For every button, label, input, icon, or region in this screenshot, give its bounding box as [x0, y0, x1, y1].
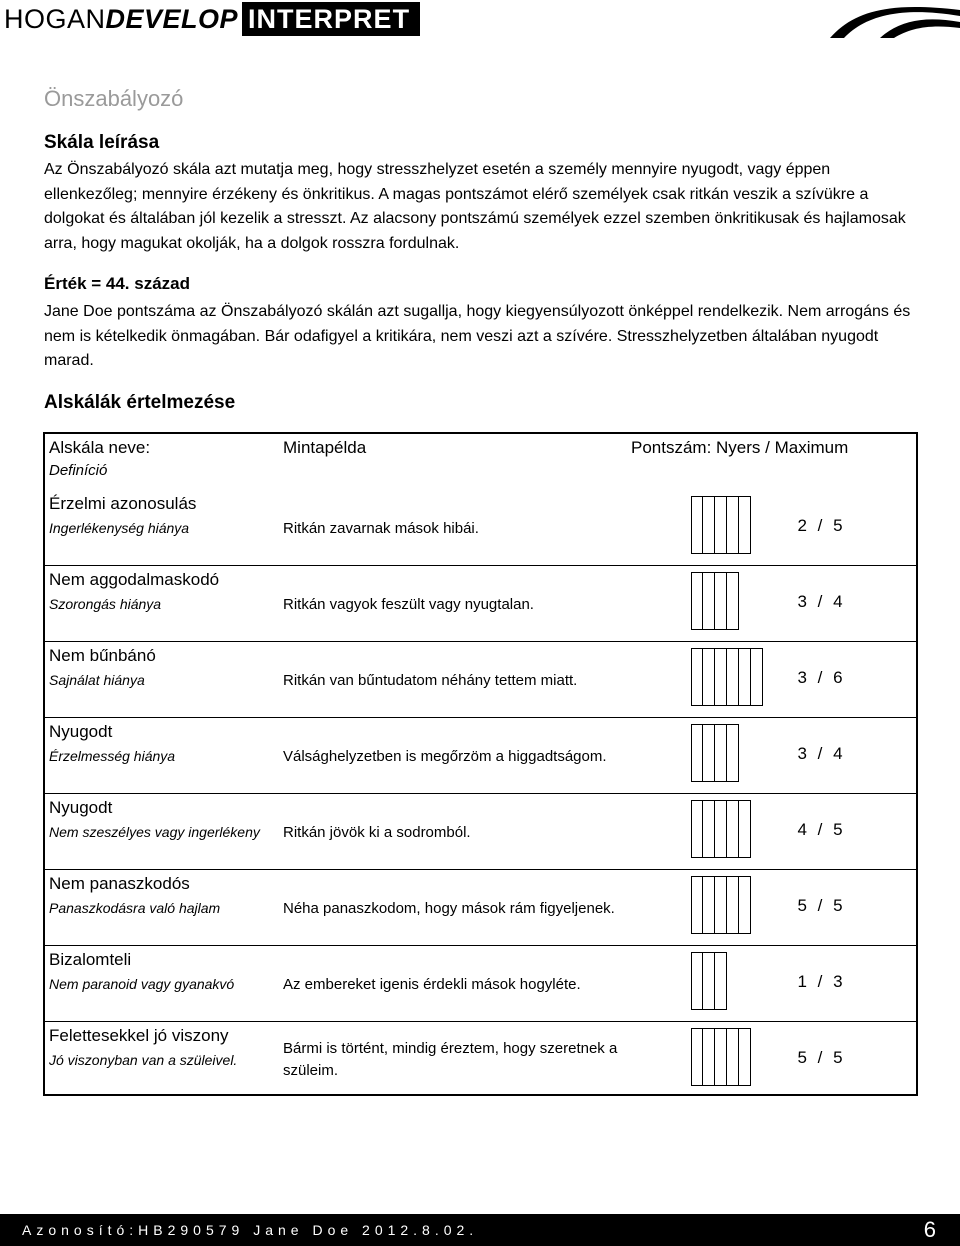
subscale-score: 3 / 4: [797, 592, 843, 611]
gauge-segment: [715, 648, 727, 706]
subscale-example: Ritkán vagyok feszült vagy nyugtalan.: [283, 596, 534, 613]
gauge-segment: [715, 800, 727, 858]
gauge-segments: [691, 572, 739, 630]
subscale-score: 2 / 5: [797, 516, 843, 535]
gauge-segment: [691, 952, 703, 1010]
gauge-segments: [691, 1028, 751, 1086]
gauge-segment: [727, 572, 739, 630]
header-definition: Definíció: [49, 462, 108, 479]
gauge-segment: [739, 496, 751, 554]
gauge-segment: [691, 572, 703, 630]
gauge-segment: [703, 496, 715, 554]
gauge-segment: [691, 648, 703, 706]
page-footer: [0, 1214, 960, 1246]
subscale-score: 3 / 6: [797, 668, 843, 687]
brand-interpret: INTERPRET: [242, 2, 420, 36]
subscale-example: Ritkán van bűntudatom néhány tettem miatt.: [283, 672, 578, 689]
gauge-segment: [727, 876, 739, 934]
table-row: [45, 1022, 916, 1098]
gauge-segment: [727, 648, 739, 706]
subscale-name: Nem bűnbánó: [49, 646, 156, 665]
report-header: [0, 0, 960, 38]
gauge-segments: [691, 496, 751, 554]
brand-develop: DEVELOP: [105, 4, 239, 34]
score-text: Jane Doe pontszáma az Önszabályozó skálán azt sugallja, hogy kiegyensúlyozott önképpel rendelkezik. Nem arrogáns és nem is kételkedik önmagában. Bár odafigyel a kritikára, nem veszi azt a szívére. Stresszhelyzetben általában nyugodt marad.: [44, 303, 911, 369]
gauge-segments: [691, 648, 763, 706]
brand-logo: [4, 2, 420, 36]
scale-description-heading: Skála leírása: [44, 132, 160, 153]
gauge-segment: [715, 724, 727, 782]
subscale-name: Nem aggodalmaskodó: [49, 570, 220, 589]
subscale-score: 4 / 5: [797, 820, 843, 839]
header-name: Alskála neve:: [49, 438, 151, 457]
subscale-definition: Jó viszonyban van a szüleivel.: [49, 1052, 238, 1068]
subscale-name: Bizalomteli: [49, 950, 132, 969]
gauge-segment: [715, 876, 727, 934]
scale-description-text: Az Önszabályozó skála azt mutatja meg, hogy stresszhelyzet esetén a személy mennyire nyugodt, vagy éppen ellenkezőleg; mennyire érzékeny és önkritikus. A magas pontszámot elérő személyek csak ritkán veszik a szívükre a dolgokat és általában jól kezelik a stresszt. Az alacsony pontszámú személyek ezzel szemben önkritikusak és hajlamosak arra, hogy magukat okolják, ha a dolgok rosszra fordulnak.: [44, 161, 906, 252]
gauge-segment: [739, 648, 751, 706]
subscale-score: 1 / 3: [797, 972, 843, 991]
gauge-segment: [703, 952, 715, 1010]
table-row: [45, 566, 916, 642]
gauge-segment: [739, 1028, 751, 1086]
subscale-definition: Sajnálat hiánya: [49, 672, 145, 688]
table-header: [45, 434, 916, 490]
gauge-segment: [727, 724, 739, 782]
gauge-segments: [691, 724, 739, 782]
table-row: [45, 718, 916, 794]
gauge-segment: [703, 572, 715, 630]
subscale-name: Nyugodt: [49, 798, 113, 817]
page-number: 6: [923, 1217, 936, 1242]
subscale-name: Érzelmi azonosulás: [49, 494, 197, 513]
subscale-definition: Ingerlékenység hiánya: [49, 520, 190, 536]
gauge-segment: [727, 496, 739, 554]
subscale-example: Válsághelyzetben is megőrzöm a higgadtságom.: [283, 748, 607, 765]
gauge-segments: [691, 952, 727, 1010]
subscale-definition: Nem paranoid vagy gyanakvó: [49, 976, 235, 992]
subscale-score: 3 / 4: [797, 744, 843, 763]
gauge-segment: [691, 496, 703, 554]
gauge-segment: [715, 1028, 727, 1086]
gauge-segment: [715, 572, 727, 630]
gauge-segment: [703, 1028, 715, 1086]
page-title: Önszabályozó: [44, 86, 184, 111]
gauge-segment: [691, 724, 703, 782]
gauge-segment: [727, 800, 739, 858]
gauge-segment: [727, 1028, 739, 1086]
gauge-segment: [703, 648, 715, 706]
gauge-segment: [691, 876, 703, 934]
table-row: [45, 946, 916, 1022]
subscale-name: Felettesekkel jó viszony: [49, 1026, 229, 1045]
subscale-name: Nem panaszkodós: [49, 874, 190, 893]
gauge-segment: [703, 724, 715, 782]
gauge-segment: [703, 876, 715, 934]
gauge-segments: [691, 800, 751, 858]
table-row: [45, 870, 916, 946]
table-row: [45, 794, 916, 870]
subscale-example: Néha panaszkodom, hogy mások rám figyeljenek.: [283, 900, 615, 917]
subscale-name: Nyugodt: [49, 722, 113, 741]
score-heading: Érték = 44. század: [44, 274, 191, 293]
subscale-definition: Érzelmesség hiánya: [49, 748, 176, 764]
header-example: Mintapélda: [283, 438, 367, 457]
gauge-segments: [691, 876, 751, 934]
table-row: [45, 642, 916, 718]
gauge-segment: [691, 1028, 703, 1086]
subscale-definition: Nem szeszélyes vagy ingerlékeny: [49, 824, 260, 840]
subscale-score: 5 / 5: [797, 1048, 843, 1067]
subscale-definition: Panaszkodásra való hajlam: [49, 900, 221, 916]
gauge-segment: [715, 952, 727, 1010]
gauge-segment: [751, 648, 763, 706]
swoosh-logo-icon: [810, 0, 960, 38]
gauge-segment: [715, 496, 727, 554]
subscale-example: Az embereket igenis érdekli mások hogyléte.: [283, 976, 581, 993]
subscale-definition: Szorongás hiánya: [49, 596, 162, 612]
subscales-heading: Alskálák értelmezése: [44, 392, 236, 413]
header-score: Pontszám: Nyers / Maximum: [631, 438, 849, 457]
subscale-score: 5 / 5: [797, 896, 843, 915]
gauge-segment: [739, 876, 751, 934]
subscales-table: [43, 432, 918, 1096]
gauge-segment: [703, 800, 715, 858]
brand-hogan: HOGAN: [4, 4, 106, 34]
gauge-segment: [691, 800, 703, 858]
table-row: [45, 490, 916, 566]
gauge-segment: [739, 800, 751, 858]
subscale-example: Ritkán jövök ki a sodromból.: [283, 824, 471, 841]
footer-id: Azonosító:HB290579 Jane Doe 2012.8.02.: [22, 1222, 479, 1238]
subscale-example: Bármi is történt, mindig éreztem, hogy szeretnek a szüleim.: [283, 1040, 618, 1079]
subscale-example: Ritkán zavarnak mások hibái.: [283, 520, 479, 537]
